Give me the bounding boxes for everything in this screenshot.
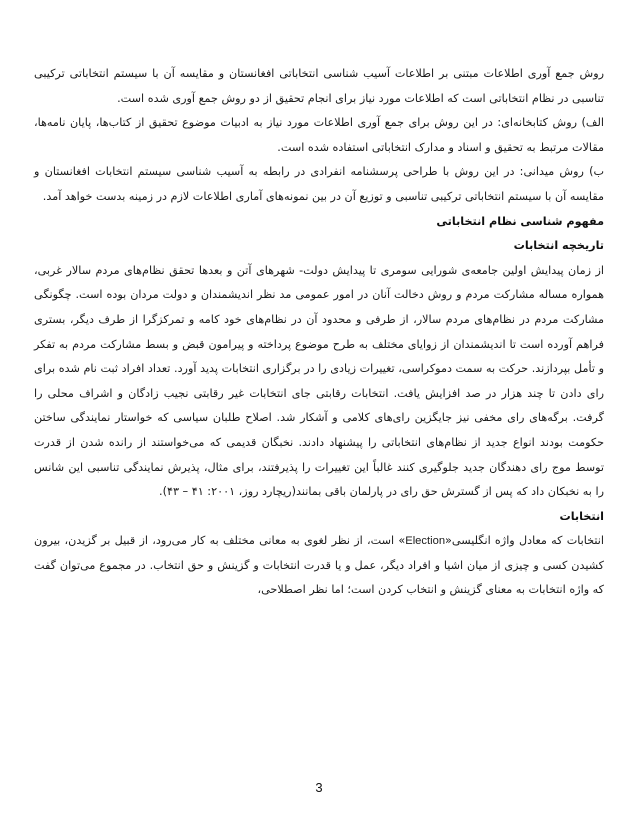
library-method-paragraph: الف) روش کتابخانه‌ای: در این روش برای جمع آوری اطلاعات مورد نیاز به ادبیات موضوع تحقیق از کتاب‌ها، پایان نامه‌ها، مقالات مرتبط به تحقیق و اسناد و مدارک انتخاباتی استفاده شده است.: [34, 116, 604, 154]
intro-paragraph: روش جمع آوری اطلاعات مبتنی بر اطلاعات آسیب شناسی انتخاباتی افغانستان و مقایسه آن با سیستم انتخاباتی ترکیبی تناسبی در نظام انتخاباتی است که اطلاعات مورد نیاز برای انجام تحقیق از دو روش جمع آوری شده است.: [34, 67, 604, 105]
elections-text-start: انتخابات که معادل واژه انگلیسی«: [445, 534, 604, 548]
elections-heading: انتخابات: [559, 509, 604, 523]
concept-heading: مفهوم شناسی نظام انتخاباتی: [436, 214, 604, 228]
elections-text-rest: » است، از نظر لغوی به معانی مختلف به کار می‌رود، از قبیل بر گزیدن، بیرون کشیدن کسی و چیزی از میان اشیا و افراد دیگر، عمل و یا قدرت انتخابات و گزینش و حق انتخاب. در مجموع می‌توان گفت که واژه انتخابات به معنای گزینش و انتخاب کردن است؛ اما نظر اصطلاحی،: [34, 534, 604, 597]
election-term: Election: [405, 535, 446, 548]
page-number: 3: [315, 780, 323, 795]
history-paragraph: از زمان پیدایش اولین جامعه‌ی شورایی سومری تا پیدایش دولت- شهرهای آتن و بعدها تحقق نظام‌های مردم سالار غربی، همواره مساله مشارکت مردم و روش دخالت آنان در امور عمومی مد نظر اندیشمندان و دولت مردان بوده است. چگونگی مشارکت مردم در نظام‌های مردم سالار، از طرفی و محدود آن در نظام‌های خود کامه و تمرکزگرا از طرف دیگر، بستری فراهم آورده است تا اندیشمندان از زوایای مختلف به طرح موضوع پرداخته و پیرامون قبض و بسط مشارکت مردم به تفکر و تأمل بپردازند. حرکت به سمت دموکراسی، تغییرات زیادی را در برگزاری انتخابات پدید آورد. تعداد افراد ثبت نام شده برای رای دادن تا چند هزار در صد افزایش یافت. انتخابات رقابتی جای انتخابات غیر رقابتی نجیب زادگان و اشراف محلی را گرفت. برگه‌های رای مخفی نیز جایگزین رای‌های کلامی و آشکار شد. اصلاح طلبان سیاسی که خواستار نمایندگی ساختن حکومت بودند انواع جدید از نظام‌های انتخاباتی را پیشنهاد دادند. نخبگان قدیمی که می‌خواستند از رانده شدن از قدرت توسط موج رای دهندگان جدید جلوگیری کنند غالباً این تغییرات را پذیرفتند، برای مثال، پذیرش نمایندگی تناسبی این شانس را به نخبکان داد که پس از گسترش حق رای در پارلمان باقی بمانند(ریچارد روز، ۲۰۰۱: ۴۱ – ۴۳).: [34, 263, 604, 499]
field-method-paragraph: ب) روش میدانی: در این روش با طراحی پرسشنامه انفرادی در رابطه به آسیب شناسی سیستم انتخابات افغانستان و مقایسه آن با سیستم انتخاباتی ترکیبی تناسبی و توزیع آن در بین نمونه‌های آماری اطلاعات لازم در زمینه بدست خواهد آمد.: [34, 165, 604, 203]
document-page: [34, 62, 604, 603]
elections-paragraph: [34, 529, 604, 603]
history-heading: تاریخچه انتخابات: [513, 239, 604, 253]
